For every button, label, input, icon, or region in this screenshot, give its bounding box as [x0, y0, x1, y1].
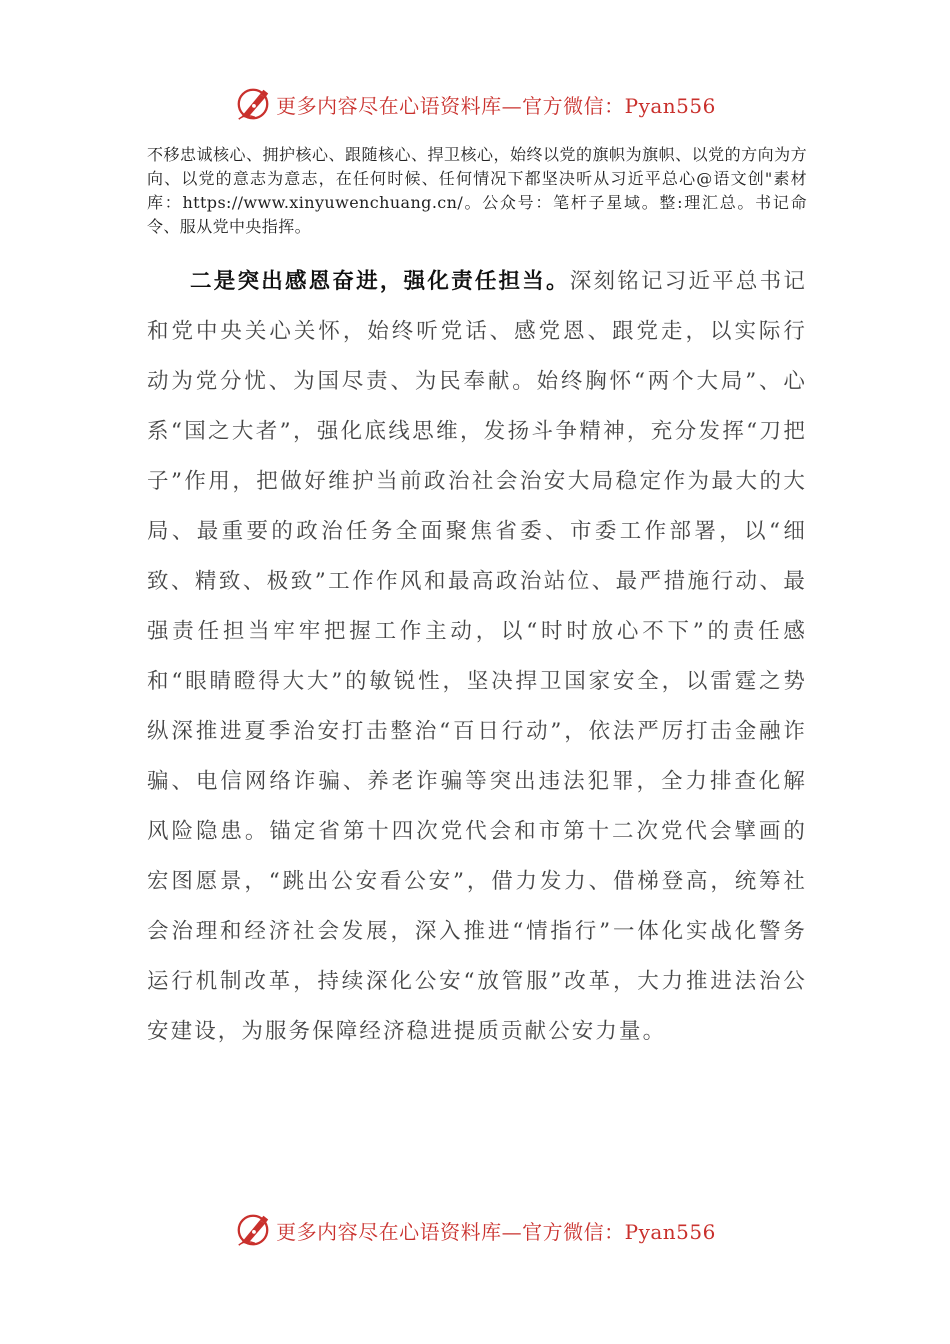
pen-nib-logo-icon: [234, 1211, 272, 1249]
watermark-text: 更多内容尽在心语资料库—官方微信：Pyan556: [276, 93, 716, 118]
section-body-text: 深刻铭记习近平总书记和党中央关心关怀，始终听党话、感党恩、跟党走，以实际行动为党分忧、为国尽责、为民奉献。始终胸怀“两个大局”、心系“国之大者”，强化底线思维，发扬斗争精神，充分发挥“刀把子”作用，把做好维护当前政治社会治安大局稳定作为最大的大局、最重要的政治任务全面聚焦省委、市委工作部署，以“细致、精致、极致”工作作风和最高政治站位、最严措施行动、最强责任担当牢牢把握工作主动，以“时时放心不下”的责任感和“眼睛瞪得大大”的敏锐性，坚决捍卫国家安全，以雷霆之势纵深推进夏季治安打击整治“百日行动”，依法严厉打击金融诈骗、电信网络诈骗、养老诈骗等突出违法犯罪，全力排查化解风险隐患。锚定省第十四次党代会和市第十二次党代会擘画的宏图愿景，“跳出公安看公安”，借力发力、借梯登高，统筹社会治理和经济社会发展，深入推进“情指行”一体化实战化警务运行机制改革，持续深化公安“放管服”改革，大力推进法治公安建设，为服务保障经济稳进提质贡献公安力量。: [147, 269, 807, 1044]
header-watermark: [0, 84, 950, 124]
watermark-text: 更多内容尽在心语资料库—官方微信：Pyan556: [276, 1219, 716, 1244]
intro-paragraph: 不移忠诚核心、拥护核心、跟随核心、捍卫核心，始终以党的旗帜为旗帜、以党的方向为方向、以党的意志为意志，在任何时候、任何情况下都坚决听从习近平总心@语文创"素材库：https://www.xinyuwenchuang.cn/。公众号：笔杆子星域。整:理汇总。书记命令、服从党中央指挥。: [147, 145, 807, 236]
section-lead-heading: 二是突出感恩奋进，强化责任担当。: [190, 269, 570, 294]
footer-watermark: [0, 1210, 950, 1250]
section-paragraph: [147, 257, 807, 1057]
pen-nib-logo-icon: [234, 85, 272, 123]
